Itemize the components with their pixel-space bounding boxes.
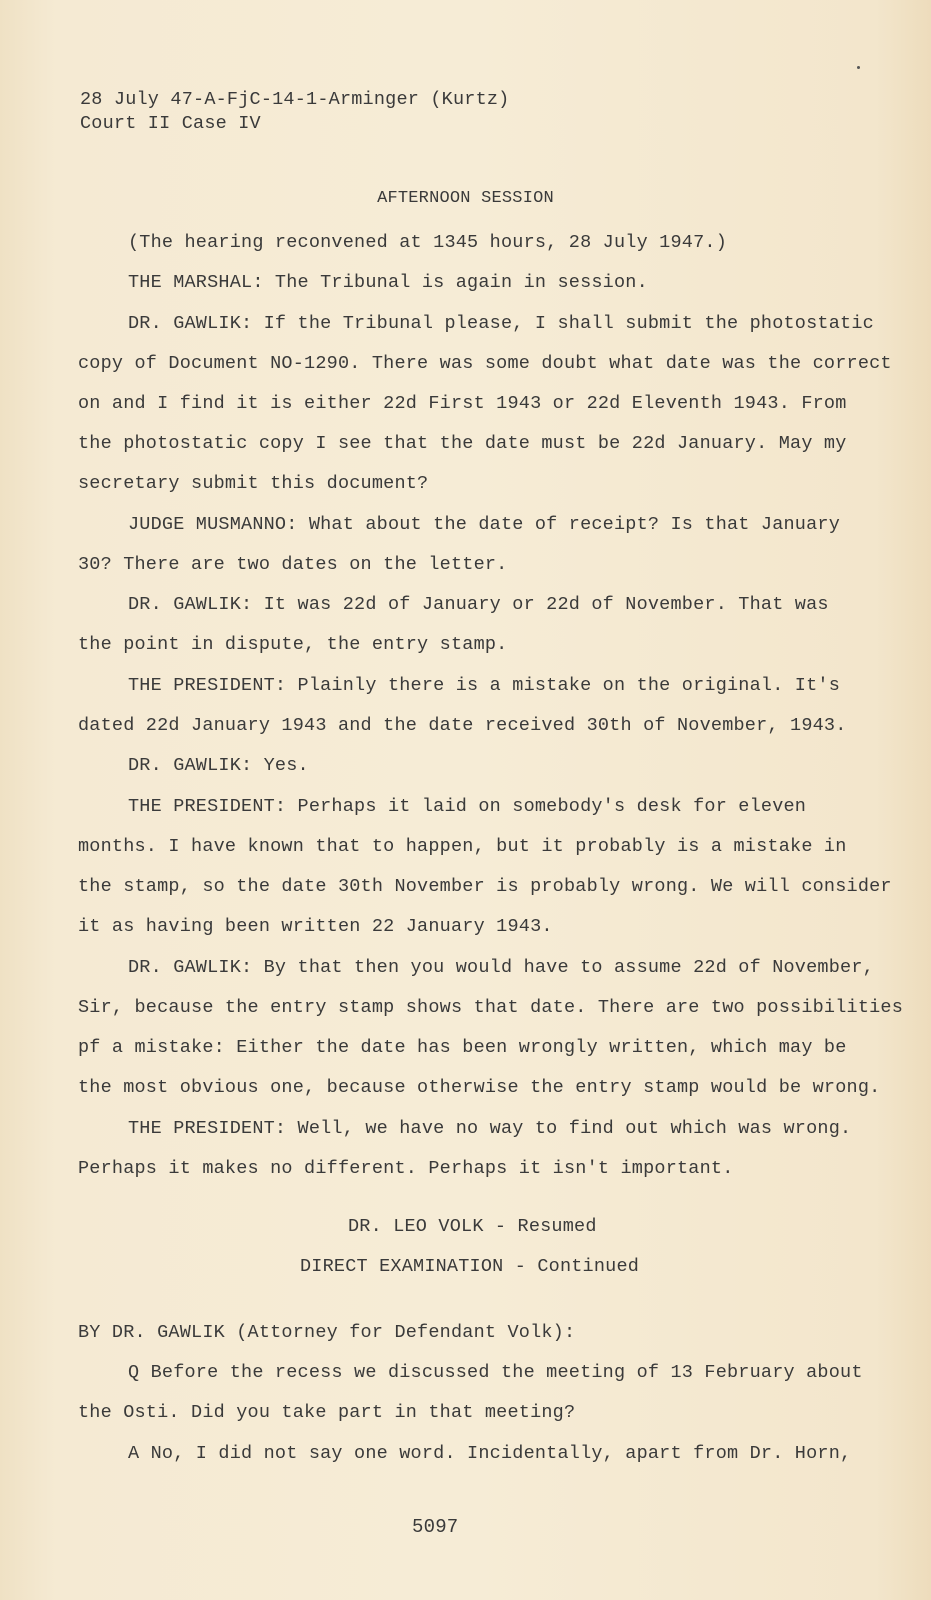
body-line: dated 22d January 1943 and the date received 30th of November, 1943. — [78, 715, 847, 736]
body-line: the stamp, so the date 30th November is probably wrong. We will consider — [78, 876, 892, 897]
body-line: DR. GAWLIK: If the Tribunal please, I shall submit the photostatic — [128, 313, 874, 334]
header-reference: 28 July 47-A-FjC-14-1-Arminger (Kurtz) — [80, 89, 510, 110]
header-court-case: Court II Case IV — [80, 113, 261, 134]
body-line: months. I have known that to happen, but it probably is a mistake in — [78, 836, 847, 857]
paper-speck — [857, 66, 860, 69]
body-line: the point in dispute, the entry stamp. — [78, 634, 508, 655]
body-line: secretary submit this document? — [78, 473, 429, 494]
body-line: the photostatic copy I see that the date must be 22d January. May my — [78, 433, 847, 454]
body-line: DR. GAWLIK: It was 22d of January or 22d of November. That was — [128, 594, 829, 615]
body-line: the most obvious one, because otherwise the entry stamp would be wrong. — [78, 1077, 881, 1098]
body-line: it as having been written 22 January 1943. — [78, 916, 553, 937]
body-line: THE PRESIDENT: Plainly there is a mistake on the original. It's — [128, 675, 841, 696]
body-line: DR. GAWLIK: Yes. — [128, 755, 309, 776]
body-line: THE MARSHAL: The Tribunal is again in session. — [128, 272, 648, 293]
body-line: JUDGE MUSMANNO: What about the date of receipt? Is that January — [128, 514, 841, 535]
body-line: THE PRESIDENT: Well, we have no way to find out which was wrong. — [128, 1118, 852, 1139]
question-line: Q Before the recess we discussed the meeting of 13 February about — [128, 1362, 863, 1383]
question-line: the Osti. Did you take part in that meeting? — [78, 1402, 576, 1423]
session-title: AFTERNOON SESSION — [377, 189, 554, 208]
examination-heading: DIRECT EXAMINATION - Continued — [300, 1256, 640, 1277]
body-line: DR. GAWLIK: By that then you would have to assume 22d of November, — [128, 957, 874, 978]
body-line: THE PRESIDENT: Perhaps it laid on somebody's desk for eleven — [128, 796, 807, 817]
body-line: Perhaps it makes no different. Perhaps it isn't important. — [78, 1158, 734, 1179]
body-line: on and I find it is either 22d First 1943 or 22d Eleventh 1943. From — [78, 393, 847, 414]
body-line: 30? There are two dates on the letter. — [78, 554, 508, 575]
answer-line: A No, I did not say one word. Incidentally, apart from Dr. Horn, — [128, 1443, 852, 1464]
body-line: pf a mistake: Either the date has been wrongly written, which may be — [78, 1037, 847, 1058]
by-attorney-line: BY DR. GAWLIK (Attorney for Defendant Volk): — [78, 1322, 576, 1343]
page-number: 5097 — [412, 1516, 459, 1538]
body-line: Sir, because the entry stamp shows that date. There are two possibilities — [78, 997, 904, 1018]
body-line: copy of Document NO-1290. There was some doubt what date was the correct — [78, 353, 892, 374]
witness-heading: DR. LEO VOLK - Resumed — [348, 1216, 597, 1237]
body-line: (The hearing reconvened at 1345 hours, 28 July 1947.) — [128, 232, 727, 253]
